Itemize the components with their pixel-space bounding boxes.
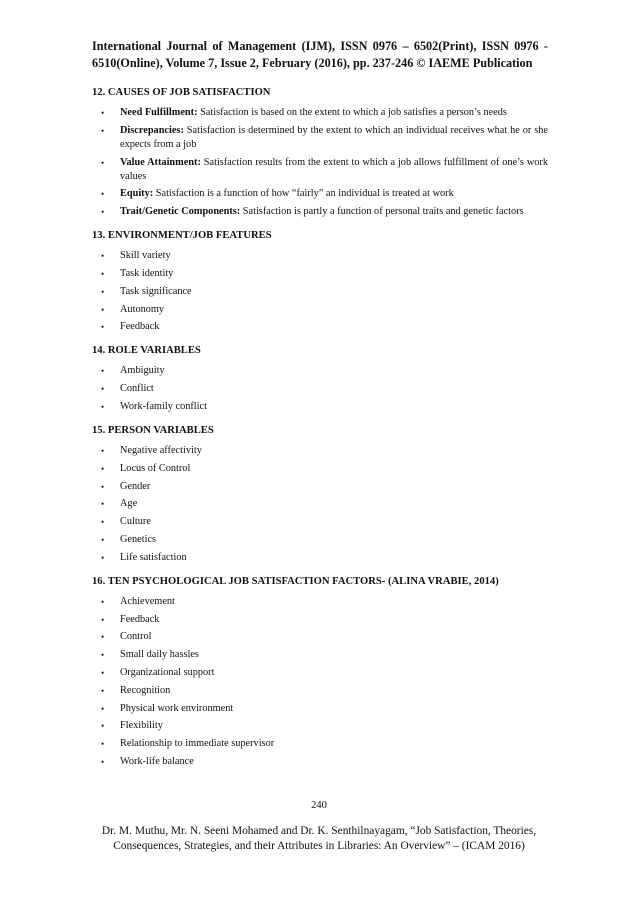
list-item [92,124,548,152]
list-item [92,515,548,529]
list-item [92,630,548,644]
list-item-text: Satisfaction is a function of how “fairly” an individual is treated at work [153,188,454,200]
bullet-icon: • [101,739,105,750]
bullet-icon: • [101,125,105,136]
list-item-text: Achievement [120,595,175,607]
list-item [92,364,548,378]
list-item-text: Feedback [120,321,160,333]
section [92,344,548,414]
bullet-icon: • [101,251,105,262]
list-item-text: Skill variety [120,250,171,262]
bullet-icon: • [101,384,105,395]
list-item [92,303,548,317]
list-item-text: Relationship to immediate supervisor [120,738,275,750]
bullet-icon: • [101,517,105,528]
list-item-term: Need Fulfillment: [120,107,198,118]
list-item-text: Satisfaction results from the extent to which a job allows fulfillment of one’s work values [120,156,548,182]
bullet-icon: • [101,207,105,218]
list-item-text: Physical work environment [120,702,234,714]
bullet-icon: • [101,366,105,377]
bullet-icon: • [101,596,105,607]
section [92,575,548,769]
list-item [92,285,548,299]
list-item-text: Satisfaction is partly a function of personal traits and genetic factors [240,206,524,218]
section-heading: 13. ENVIRONMENT/JOB FEATURES [92,230,272,242]
list-item-text: Genetics [120,533,157,545]
list-item-term: Value Attainment: [120,156,201,168]
list-item-text: Age [120,498,138,510]
list-item [92,755,548,769]
list-item [92,480,548,494]
section-heading: 15. PERSON VARIABLES [92,424,214,436]
list-item [92,382,548,396]
bullet-icon: • [101,632,105,643]
list-item [92,106,548,120]
bullet-icon: • [101,499,105,510]
bullet-icon: • [101,552,105,563]
bullet-icon: • [101,667,105,678]
list-item-text: Small daily hassles [120,649,199,661]
bullet-icon: • [101,108,105,118]
list-item [92,533,548,547]
list-item [92,613,548,627]
bullet-icon: • [101,401,105,412]
section [92,424,548,565]
bullet-icon: • [101,463,105,474]
list-item [92,551,548,565]
bullet-icon: • [101,534,105,545]
list-item-term: Trait/Genetic Components: [120,206,241,218]
bullet-icon: • [101,481,105,492]
list-item-text: Organizational support [120,666,215,678]
bullet-icon: • [101,756,105,767]
bullet-list [92,444,548,565]
journal-header: International Journal of Management (IJM), ISSN 0976 – 6502(Print), ISSN 0976 - 6510(Online), Volume 7, Issue 2, February (2016), pp. 237-246 © IAEME Publication [92,39,548,70]
list-item [92,497,548,511]
list-item-text: Life satisfaction [120,551,187,563]
list-item [92,462,548,476]
section [92,229,548,334]
bullet-icon: • [101,650,105,661]
bullet-icon: • [101,304,105,315]
list-item-text: Autonomy [120,303,165,315]
list-item [92,595,548,609]
list-item-text: Culture [120,516,151,528]
list-item [92,187,548,201]
bullet-list [92,106,548,219]
section-heading: 12. CAUSES OF JOB SATISFACTION [92,87,271,98]
list-item-term: Equity: [120,188,154,200]
list-item-text: Task significance [120,285,192,297]
bullet-icon: • [101,445,105,456]
citation-footer: Dr. M. Muthu, Mr. N. Seeni Mohamed and Dr. K. Senthilnayagam, “Job Satisfaction, Theories, Consequences, Strategies, and their Attributes in Libraries: An Overview” – (ICAM 2016) [101,825,537,852]
list-item [92,156,548,184]
list-item [92,320,548,334]
page-number: 240 [311,800,327,811]
list-item-text: Recognition [120,684,171,696]
list-item [92,444,548,458]
list-item-text: Flexibility [120,720,163,732]
list-item-text: Satisfaction is based on the extent to which a job satisfies a person’s needs [197,107,507,118]
list-item [92,684,548,698]
list-item-text: Satisfaction is determined by the extent to which an individual receives what he or she expects from a job [120,124,548,150]
list-item-term: Discrepancies: [120,124,184,136]
list-item-text: Ambiguity [120,365,165,377]
section-heading: 16. TEN PSYCHOLOGICAL JOB SATISFACTION FACTORS- (ALINA VRABIE, 2014) [92,575,499,587]
list-item-text: Conflict [120,383,154,395]
list-item [92,702,548,716]
list-item [92,666,548,680]
section-heading: 14. ROLE VARIABLES [92,345,201,357]
page-body [92,86,548,779]
list-item-text: Feedback [120,613,160,625]
bullet-list [92,595,548,769]
bullet-icon: • [101,157,105,168]
bullet-list [92,364,548,414]
list-item [92,737,548,751]
bullet-icon: • [101,703,105,714]
section [92,86,548,219]
list-item-text: Work-family conflict [120,400,207,412]
bullet-icon: • [101,286,105,297]
bullet-icon: • [101,322,105,333]
bullet-icon: • [101,189,105,200]
list-item-text: Gender [120,480,151,492]
list-item [92,719,548,733]
bullet-icon: • [101,614,105,625]
list-item [92,648,548,662]
bullet-icon: • [101,685,105,696]
list-item-text: Negative affectivity [120,444,202,456]
list-item [92,400,548,414]
list-item-text: Control [120,631,152,643]
list-item-text: Task identity [120,267,174,279]
bullet-icon: • [101,721,105,732]
list-item-text: Work-life balance [120,755,194,767]
bullet-icon: • [101,268,105,279]
list-item-text: Locus of Control [120,462,191,474]
list-item [92,205,548,219]
list-item [92,249,548,263]
list-item [92,267,548,281]
bullet-list [92,249,548,334]
